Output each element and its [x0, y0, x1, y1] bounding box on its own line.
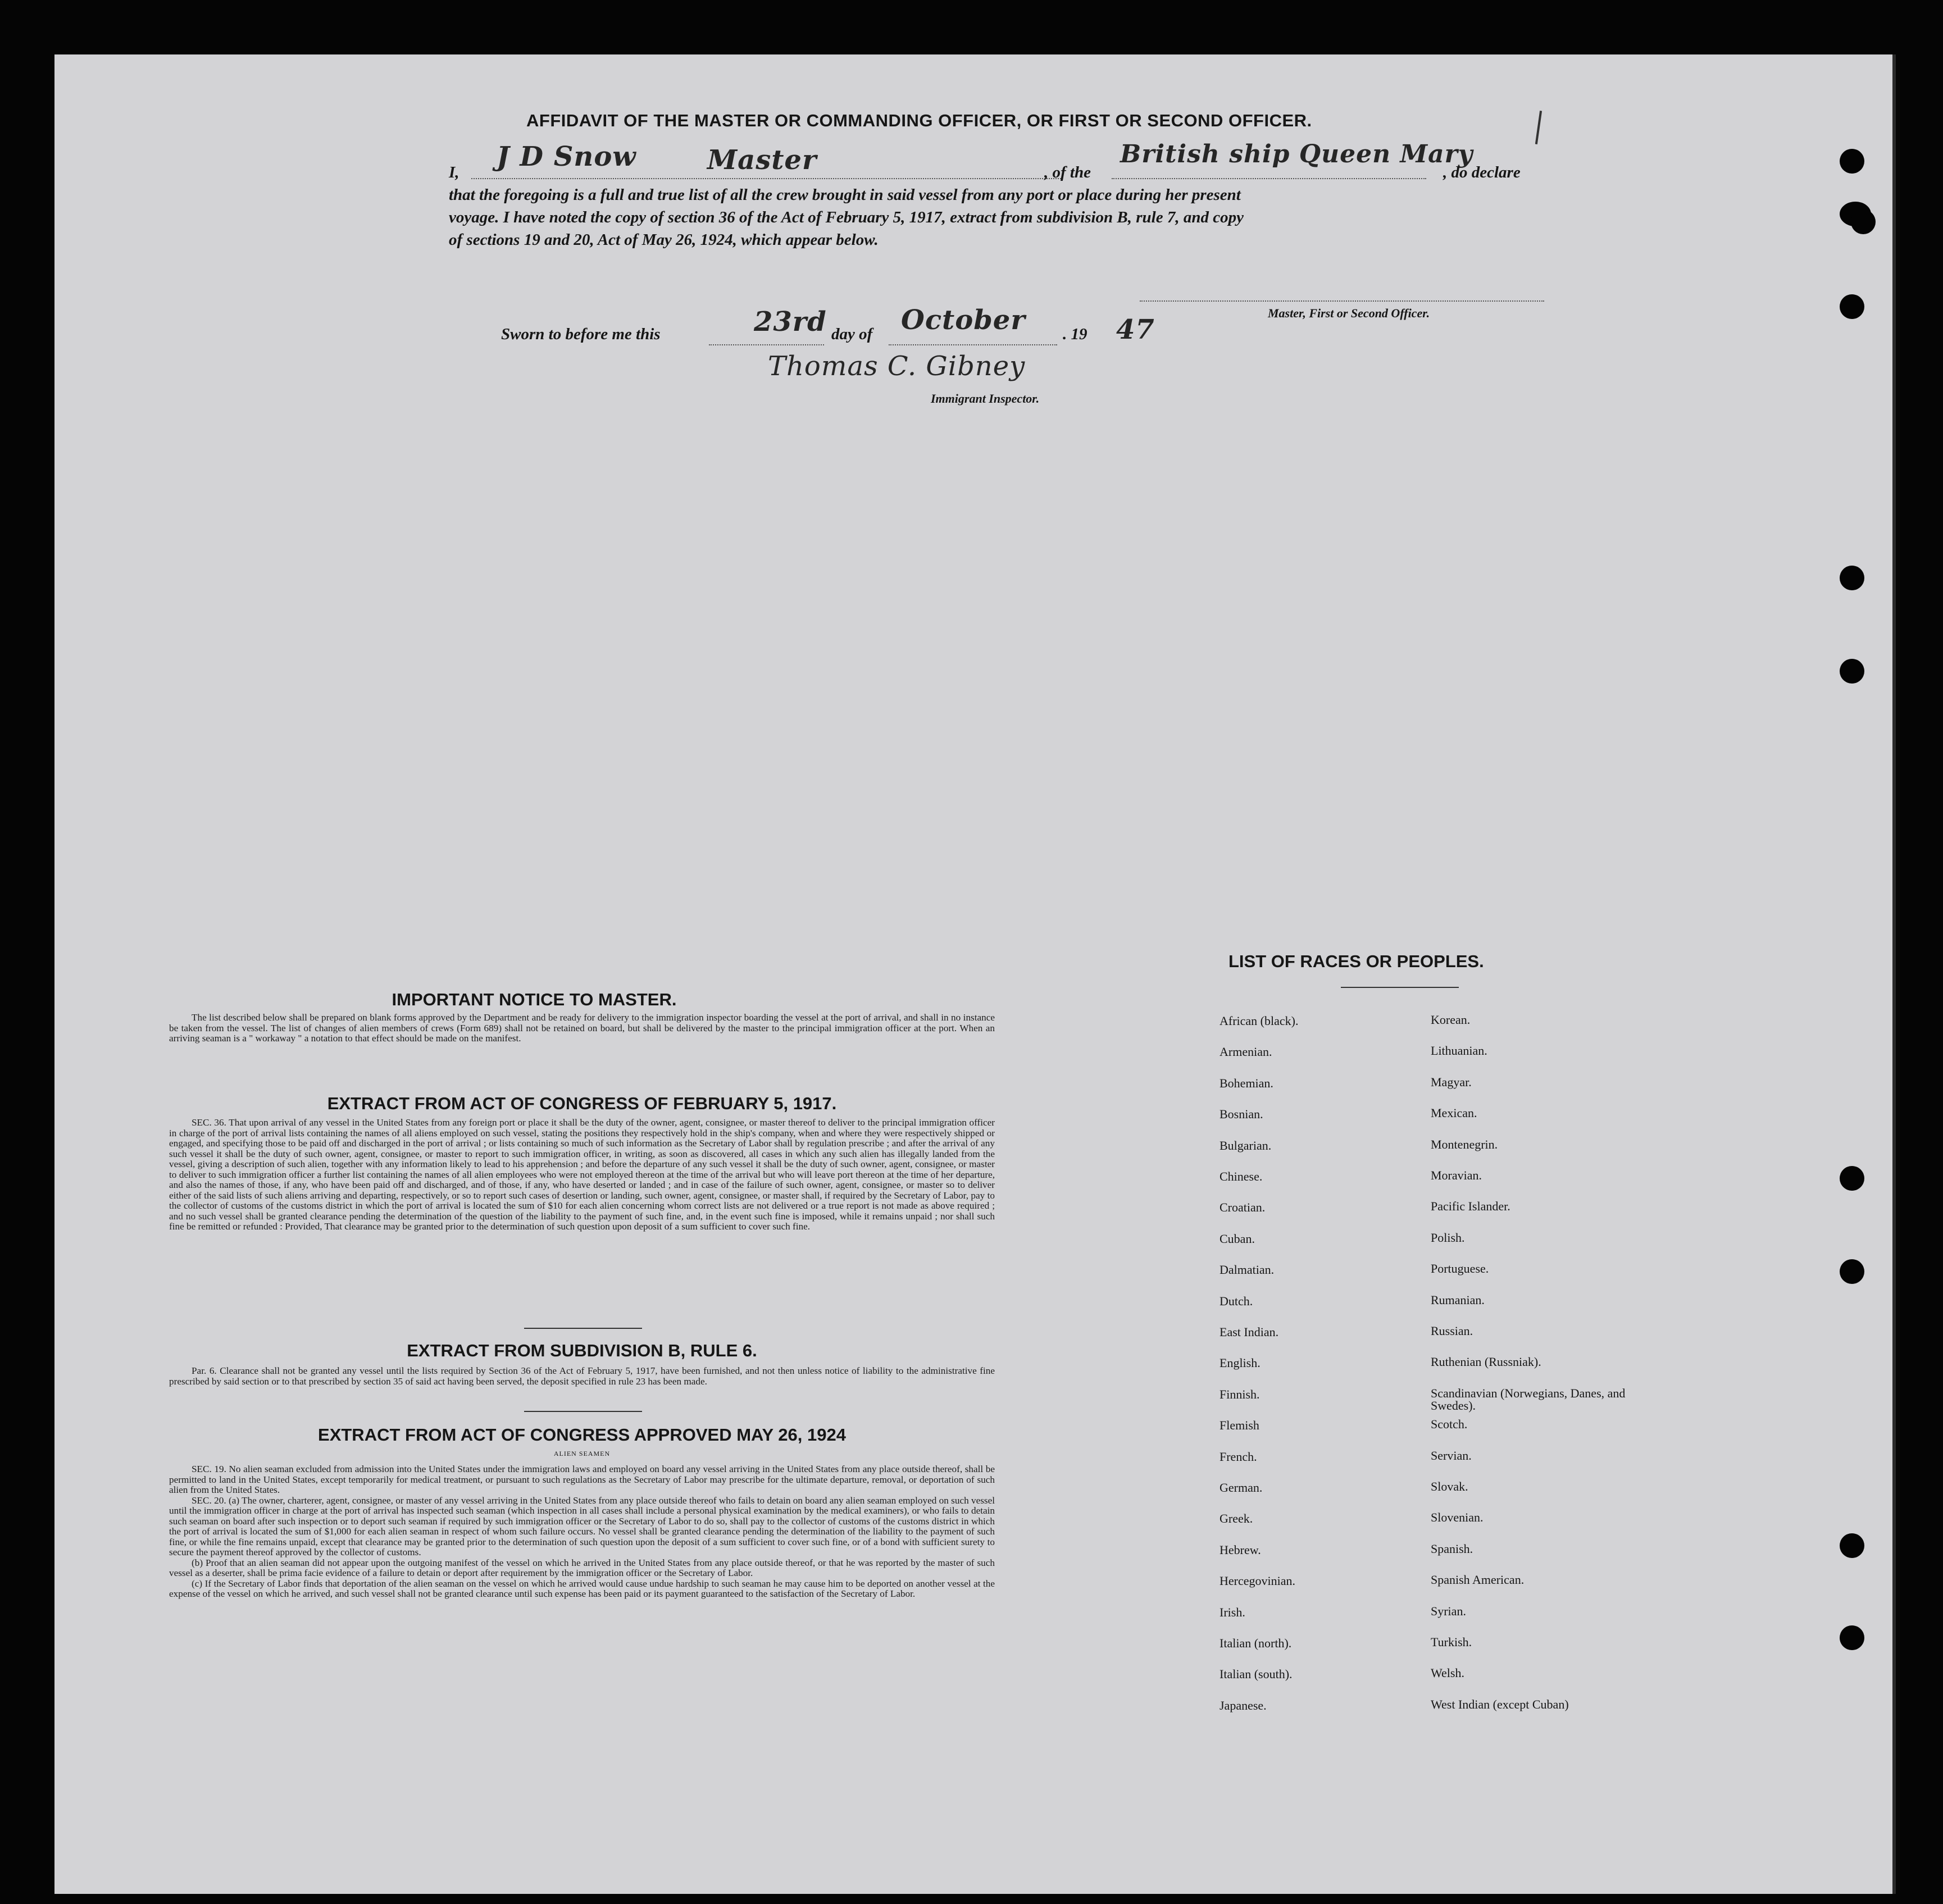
race-item: Syrian.: [1431, 1604, 1466, 1618]
race-item: Irish.: [1220, 1605, 1245, 1619]
binder-hole: [1840, 659, 1864, 684]
race-item: Flemish: [1220, 1418, 1259, 1433]
extract-1924-sec20a: SEC. 20. (a) The owner, charterer, agent, consignee, or master of any vessel arriving in the United States from any place outside thereof who fails to detain on board any alien seaman employed on such vessel until the immigration officer in charge at the port of arrival has inspected such seaman (which inspection in all cases shall include a personal physical examination by the medical examiners), or who fails to detain such seaman on board after such inspection or to deport such seaman if required by such immigration officer or the Secretary of Labor to do so, shall pay to the collector of customs of the customs district in which the port of arrival is located the sum of $1,000 for each alien seaman in respect of whom such failure occurs. No vessel shall be granted clearance pending the determination of the liability to the payment of such fine, or while the fine remains unpaid, except that clearance may be granted prior to the determination of such question upon the deposit of a sum sufficient to cover such fine, or of a bond with sufficient surety to secure the payment thereof approved by the collector of customs.: [169, 1495, 995, 1557]
race-item: Moravian.: [1431, 1168, 1482, 1182]
race-item: Italian (north).: [1220, 1636, 1292, 1650]
binder-hole: [1851, 209, 1876, 234]
race-item: Hebrew.: [1220, 1542, 1261, 1557]
race-item: African (black).: [1220, 1014, 1299, 1028]
month-rule: [889, 344, 1057, 345]
affidavit-line-3: voyage. I have noted the copy of section 36 of the Act of February 5, 1917, extract from subdivision B, rule 7, and copy: [449, 208, 1244, 226]
race-item: Cuban.: [1220, 1231, 1255, 1246]
handwritten-day: 23rd: [754, 306, 827, 338]
race-item: Slovak.: [1431, 1479, 1468, 1493]
extract-1924-sec20b: (b) Proof that an alien seaman did not appear upon the outgoing manifest of the vessel on which he arrived in the United States from any place outside thereof, or that he was reported by the master of such vessel as a deserter, shall be prima facie evidence of a failure to detain or deport after requirement by the immigration officer or the Secretary of Labor.: [169, 1557, 995, 1578]
divider-2: [524, 1411, 642, 1412]
handwritten-month: October: [901, 304, 1026, 336]
binder-hole: [1840, 1166, 1864, 1191]
handwritten-rank: Master: [707, 144, 817, 176]
races-title-underline: [1341, 987, 1459, 988]
race-item: Dalmatian.: [1220, 1263, 1275, 1277]
extract-1924-sec19: SEC. 19. No alien seaman excluded from admission into the United States under the immigration laws and employed on board any vessel arriving in the United States from any place outside thereof, shall be permitted to land in the United States, except temporarily for medical treatment, or pursuant to such regulations as the Secretary of Labor may prescribe for the ultimate departure, removal, or deportation of such alien from the United States.: [169, 1464, 995, 1495]
extract-1924-subtitle: ALIEN SEAMEN: [553, 1450, 611, 1457]
divider-1: [524, 1328, 642, 1329]
extract-1917-body: [169, 1118, 995, 1232]
race-item: East Indian.: [1220, 1325, 1279, 1339]
race-item: English.: [1220, 1356, 1261, 1370]
sworn-row: [501, 304, 1287, 352]
race-item: Servian.: [1431, 1448, 1472, 1463]
race-item: French.: [1220, 1449, 1257, 1464]
race-item: Armenian.: [1220, 1045, 1272, 1059]
sworn-text: Sworn to before me this: [501, 325, 661, 343]
extract-rule6-body: [169, 1366, 995, 1387]
race-item: Lithuanian.: [1431, 1044, 1487, 1058]
race-item: Scandinavian (Norwegians, Danes, and Swedes).: [1431, 1386, 1626, 1413]
race-item: German.: [1220, 1481, 1263, 1495]
race-item: Croatian.: [1220, 1200, 1266, 1215]
handwritten-name: J D Snow: [497, 141, 636, 172]
extract-1917-paragraph: SEC. 36. That upon arrival of any vessel in the United States from any foreign port or place it shall be the duty of the owner, agent, consignee, or master thereof to deliver to the principal immigration officer in charge of the port of arrival lists containing the names of all aliens employed on such vessel, stating the positions they respectively hold in the ship's company, when and where they were respectively shipped or engaged, and specifying those to be paid off and discharged in the port of arrival ; or lists containing so much of such information as the Secretary of Labor shall by regulation prescribe ; and after the arrival of any such vessel it shall be the duty of such owner, agent, consignee, or master to report to such immigration officer, in writing, as soon as discovered, all cases in which any such alien has illegally landed from the vessel, giving a description of such alien, together with any information likely to lead to his apprehension ; and before the departure of any such vessel it shall be the duty of such owner, agent, consignee, or master to deliver to such immigration officer a further list containing the names of all alien employees who were not employed thereon at the time of the arrival but who will leave port thereon at the time of her departure, and also the names of those, if any, who have been paid off and discharged, and of those, if any, who have deserted or landed ; and in case of the failure of such owner, agent, consignee, or master so to deliver either of the said lists of such aliens arriving and departing, respectively, or so to report such cases of desertion or landing, such owner, agent, consignee, or master shall, if required by the Secretary of Labor, pay to the collector of customs of the customs district in which the port of arrival is located the sum of $10 for each alien concerning whom correct lists are not delivered or a true report is not made as above required ; and no such vessel shall be granted clearance pending the determination of the question of the liability to the payment of such fine, and, in the event such fine is imposed, while it remains unpaid ; nor shall such fine be remitted or refunded : Provided, That clearance may be granted prior to the determination of such question upon deposit of a sum sufficient to cover such fine.: [169, 1117, 995, 1232]
handwritten-year: 47: [1116, 314, 1155, 345]
master-signature-line: [1140, 300, 1544, 302]
affidavit-line-4: of sections 19 and 20, Act of May 26, 1924, which appear below.: [449, 231, 879, 249]
race-item: Spanish American.: [1431, 1573, 1525, 1587]
race-item: Chinese.: [1220, 1169, 1263, 1183]
vessel-rule: [1112, 178, 1426, 179]
extract-rule6-paragraph: Par. 6. Clearance shall not be granted any vessel until the lists required by Section 36 of the Act of February 5, 1917, have been furnished, and not then unless notice of liability to the administrative fine prescribed by said section or to that prescribed by section 35 of said act having been served, the deposit specified in rule 23 has been made.: [169, 1365, 995, 1387]
name-rule: [471, 178, 1061, 179]
race-item: Mexican.: [1431, 1106, 1477, 1120]
notice-title: IMPORTANT NOTICE TO MASTER.: [392, 990, 677, 1009]
race-item: Finnish.: [1220, 1387, 1260, 1401]
handwritten-vessel: British ship Queen Mary: [1120, 140, 1473, 168]
race-item: Scotch.: [1431, 1417, 1468, 1432]
extract-rule6-title: EXTRACT FROM SUBDIVISION B, RULE 6.: [407, 1341, 757, 1360]
race-item: Greek.: [1220, 1511, 1253, 1526]
page-number-mark: [1535, 111, 1542, 144]
race-item: Rumanian.: [1431, 1292, 1485, 1307]
race-item: Montenegrin.: [1431, 1137, 1498, 1151]
binder-hole: [1840, 149, 1864, 174]
race-item: Italian (south).: [1220, 1667, 1293, 1682]
affidavit-of-the: , of the: [1044, 163, 1091, 181]
year-prefix: . 19: [1063, 325, 1087, 343]
race-item: Korean.: [1431, 1013, 1471, 1027]
inspector-signature: Thomas C. Gibney: [768, 350, 1026, 382]
race-item: Hercegovinian.: [1220, 1574, 1295, 1588]
affidavit-line-1: [449, 140, 1555, 184]
race-item: West Indian (except Cuban): [1431, 1697, 1569, 1711]
affidavit-body: [449, 140, 1555, 251]
notice-body: [169, 1013, 995, 1044]
extract-1924-sec20c: (c) If the Secretary of Labor finds that deportation of the alien seaman on the vessel on which he arrived would cause undue hardship to such seaman he may cause him to be deported on another vessel at the expense of the vessel on which he arrived, and such vessel shall not be granted clearance until such expense has been paid or its payment guaranteed to the satisfaction of the Secretary of Labor.: [169, 1578, 995, 1599]
binder-hole: [1840, 1533, 1864, 1558]
document-page: [54, 54, 1896, 1894]
race-item: Turkish.: [1431, 1635, 1472, 1649]
race-item: Ruthenian (Russniak).: [1431, 1355, 1541, 1369]
races-title: LIST OF RACES OR PEOPLES.: [1228, 951, 1484, 971]
master-caption: Master, First or Second Officer.: [1268, 306, 1430, 320]
race-item: Magyar.: [1431, 1074, 1472, 1089]
race-item: Russian.: [1431, 1324, 1473, 1338]
notice-paragraph: The list described below shall be prepared on blank forms approved by the Department and be ready for delivery to the immigration inspector boarding the vessel at the port of arrival, and shall in no instance be taken from the vessel. The list of changes of alien members of crews (Form 689) shall not be retained on board, but shall be delivered by the master to the principal immigration officer at the port. When an arriving seaman is a " workaway " a notation to that effect should be made on the manifest.: [169, 1012, 995, 1044]
binder-hole: [1840, 566, 1864, 590]
day-of: day of: [831, 325, 873, 343]
race-item: Spanish.: [1431, 1541, 1473, 1556]
day-rule: [709, 344, 824, 345]
race-item: Japanese.: [1220, 1698, 1267, 1712]
inspector-caption: Immigrant Inspector.: [931, 391, 1040, 406]
race-item: Bosnian.: [1220, 1107, 1263, 1122]
affidavit-line-2: that the foregoing is a full and true list of all the crew brought in said vessel from any port or place during her present: [449, 186, 1241, 204]
race-item: Welsh.: [1431, 1666, 1464, 1680]
extract-1924-title: EXTRACT FROM ACT OF CONGRESS APPROVED MAY 26, 1924: [318, 1425, 846, 1445]
binder-hole: [1840, 1625, 1864, 1650]
affidavit-title: AFFIDAVIT OF THE MASTER OR COMMANDING OFFICER, OR FIRST OR SECOND OFFICER.: [526, 111, 1312, 130]
affidavit-declare: , do declare: [1443, 163, 1521, 181]
binder-hole: [1840, 1259, 1864, 1284]
race-item: Polish.: [1431, 1230, 1465, 1245]
binder-hole: [1840, 294, 1864, 319]
race-item: Dutch.: [1220, 1293, 1253, 1308]
extract-1917-title: EXTRACT FROM ACT OF CONGRESS OF FEBRUARY 5, 1917.: [327, 1094, 837, 1113]
race-item: Portuguese.: [1431, 1261, 1489, 1276]
race-item: Bohemian.: [1220, 1076, 1273, 1090]
extract-1924-body: [169, 1464, 995, 1600]
affidavit-i: I,: [449, 163, 459, 181]
race-item: Bulgarian.: [1220, 1138, 1272, 1153]
race-item: Pacific Islander.: [1431, 1199, 1510, 1214]
race-item: Slovenian.: [1431, 1510, 1484, 1525]
